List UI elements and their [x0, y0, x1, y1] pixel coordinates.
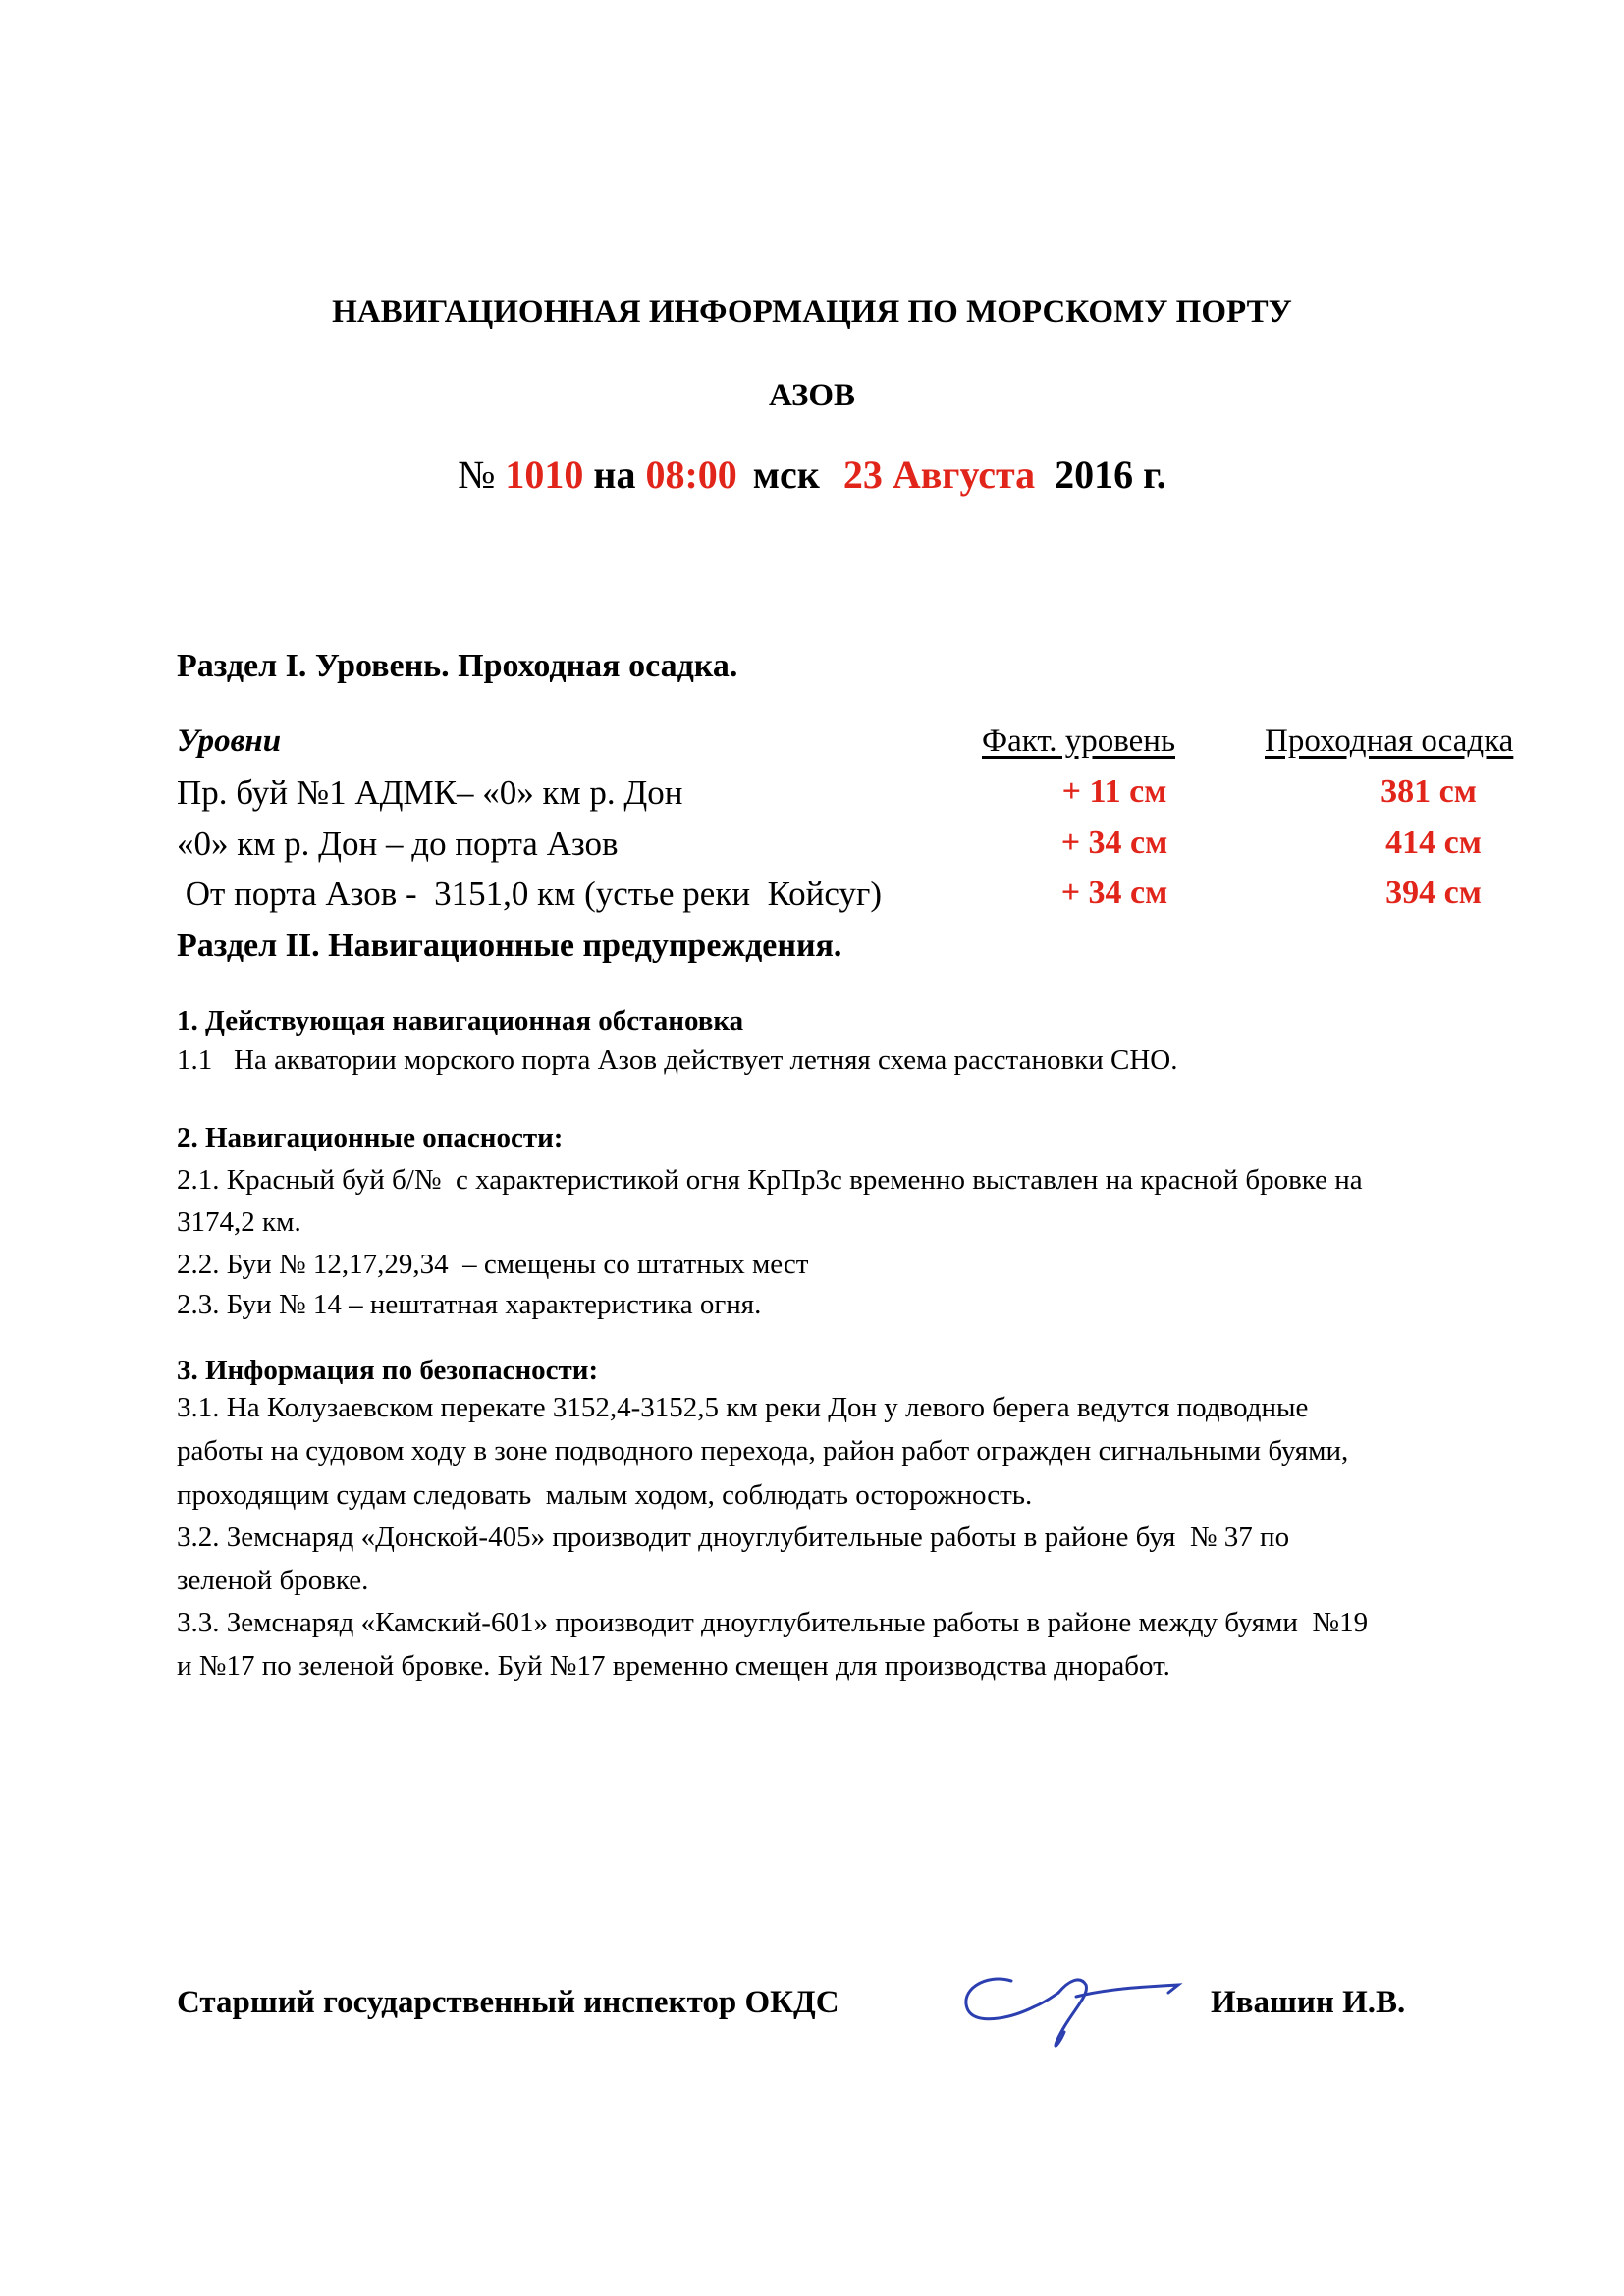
subsection1-heading: 1. Действующая навигационная обстановка [177, 1005, 744, 1037]
signatory-name: Ивашин И.В. [1211, 1985, 1406, 2020]
level-row-draft: 414 см [1385, 825, 1482, 861]
subsection2-heading: 2. Навигационные опасности: [177, 1122, 564, 1153]
bulletin-number: 1010 [505, 453, 584, 497]
paragraph-line: и №17 по зеленой бровке. Буй №17 временно смещен для производства днoработ. [177, 1650, 1170, 1682]
timezone: мск [752, 453, 820, 497]
bulletin-year: 2016 г. [1055, 453, 1166, 497]
document-title: НАВИГАЦИОННАЯ ИНФОРМАЦИЯ ПО МОРСКОМУ ПОРТУ [332, 294, 1292, 330]
subsection3-heading: 3. Информация по безопасности: [177, 1355, 599, 1386]
paragraph-line: 1.1 На акватории морского порта Азов действует летняя схема расстановки СНО. [177, 1044, 1178, 1076]
level-row-fact: + 11 см [1061, 774, 1167, 810]
level-row-name: Пр. буй №1 АДМК– «0» км р. Дон [177, 774, 683, 812]
paragraph-line: 3.1. На Колузаевском перекате 3152,4-3152,5 км реки Дон у левого берега ведутся подводные [177, 1392, 1309, 1423]
level-row-draft: 394 см [1385, 875, 1482, 911]
level-row-draft: 381 см [1380, 774, 1477, 810]
bulletin-time: 08:00 [645, 453, 737, 497]
col-levels-header: Уровни [177, 723, 282, 759]
section2-heading: Раздел II. Навигационные предупреждения. [177, 928, 842, 964]
bulletin-date: 23 Августа [842, 453, 1036, 497]
bulletin-number-line [0, 452, 1624, 498]
paragraph-line: 3174,2 км. [177, 1206, 301, 1238]
level-row-fact: + 34 см [1060, 825, 1168, 861]
paragraph-line: зеленой бровке. [177, 1565, 369, 1596]
port-name: АЗОВ [768, 378, 856, 413]
signatory-position: Старший государственный инспектор ОКДС [177, 1985, 839, 2020]
level-row-name: «0» км р. Дон – до порта Азов [177, 825, 619, 863]
paragraph-line: 3.2. Земснаряд «Донской-405» производит дноуглубительные работы в районе буя № 37 по [177, 1522, 1290, 1553]
signature-scribble-icon [950, 1963, 1186, 2061]
section1-heading: Раздел I. Уровень. Проходная осадка. [177, 648, 738, 684]
paragraph-line: 2.2. Буи № 12,17,29,34 – смещены со штатных мест [177, 1249, 809, 1280]
at-word: на [593, 453, 636, 497]
level-row-fact: + 34 см [1060, 875, 1168, 911]
col-fact-header: Факт. уровень [982, 723, 1176, 759]
paragraph-line: проходящим судам следовать малым ходом, соблюдать осторожность. [177, 1479, 1033, 1511]
col-draft-header: Проходная осадка [1265, 723, 1514, 759]
paragraph-line: 2.1. Красный буй б/№ с характеристикой огня КрПр3с временно выставлен на красной бровке на [177, 1164, 1363, 1196]
number-prefix: № [458, 453, 496, 497]
paragraph-line: работы на судовом ходу в зоне подводного перехода, район работ огражден сигнальными буями, [177, 1435, 1349, 1467]
paragraph-line: 2.3. Буи № 14 – нештатная характеристика огня. [177, 1289, 762, 1320]
level-row-name: От порта Азов - 3151,0 км (устье реки Койсуг) [177, 875, 882, 913]
paragraph-line: 3.3. Земснаряд «Камский-601» производит дноуглубительные работы в районе между буями №19 [177, 1607, 1369, 1638]
